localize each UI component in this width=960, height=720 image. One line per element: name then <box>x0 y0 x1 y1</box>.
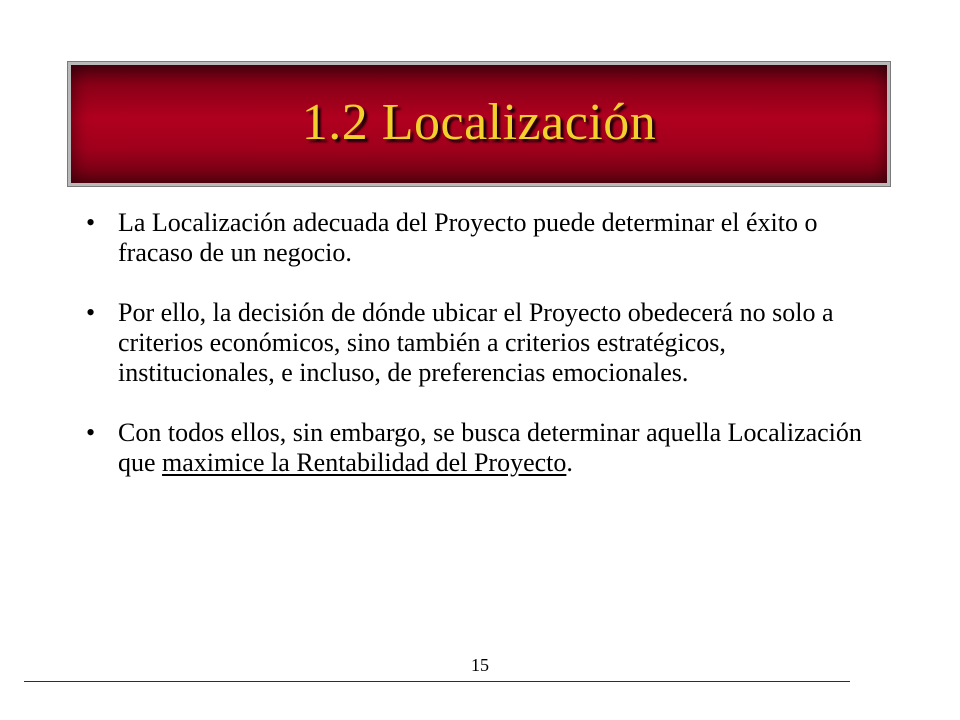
bullet-text-underlined: maximice la Rentabilidad del Proyecto <box>162 448 567 477</box>
bullet-text: La Localización adecuada del Proyecto puede determinar el éxito o fracaso de un negocio. <box>118 208 818 267</box>
bullet-dot-icon: • <box>86 298 96 327</box>
bullet-dot-icon: • <box>86 418 96 447</box>
title-banner <box>68 62 890 186</box>
bullet-dot-icon: • <box>86 208 96 237</box>
footer-divider <box>24 681 850 682</box>
bullet-text-start: Con todos ellos, sin embargo, se busca determinar aquella Localización que <box>118 418 862 477</box>
page-number: 15 <box>471 655 489 675</box>
bullet-item <box>86 298 876 388</box>
bullet-text-end: . <box>566 448 573 477</box>
bullet-list <box>86 208 876 508</box>
bullet-item <box>86 208 876 268</box>
slide-title: 1.2 Localización <box>301 93 657 151</box>
bullet-item <box>86 418 876 478</box>
bullet-text: Por ello, la decisión de dónde ubicar el Proyecto obedecerá no solo a criterios económicos, sino también a criterios estratégicos, institucionales, e incluso, de preferencias emocionales. <box>118 298 834 387</box>
